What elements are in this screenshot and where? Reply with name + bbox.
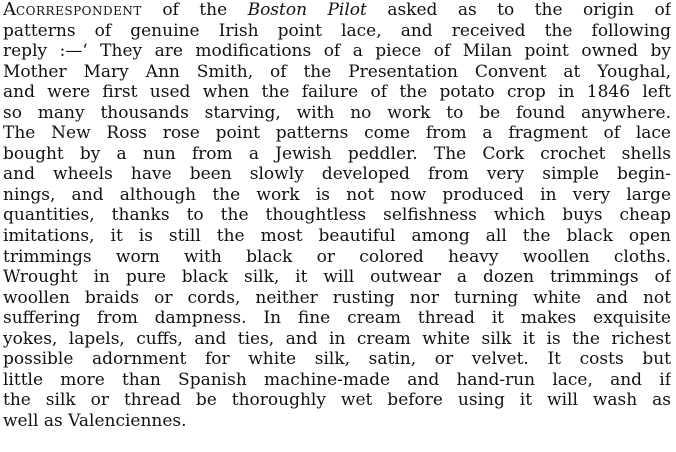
article-line-18: possible adornment for white silk, satin, or velvet. It costs but — [3, 349, 671, 370]
article-line-2: patterns of genuine Irish point lace, and received the following — [3, 20, 671, 41]
article-line-1 — [3, 0, 671, 21]
article-line-3: reply :—‘ They are modifications of a piece of Milan point owned by — [3, 41, 671, 62]
article-line-7: The New Ross rose point patterns come from a fragment of lace — [3, 123, 671, 144]
article-line-16: suffering from dampness. In fine cream thread it makes exquisite — [3, 308, 671, 329]
article-line-6: so many thousands starving, with no work to be found anywhere. — [3, 102, 671, 123]
opening-smallcaps: correspondent — [16, 0, 142, 20]
article-line-15: woollen braids or cords, neither rusting nor turning white and not — [3, 287, 671, 308]
article-line-4: Mother Mary Ann Smith, of the Presentation Convent at Youghal, — [3, 61, 671, 82]
article-line-17: yokes, lapels, cuffs, and ties, and in cream white silk it is the richest — [3, 328, 671, 349]
article-line-8: bought by a nun from a Jewish peddler. The Cork crochet shells — [3, 143, 671, 164]
article-line-14: Wrought in pure black silk, it will outwear a dozen trimmings of — [3, 267, 671, 288]
article-line-12: imitations, it is still the most beautiful among all the black open — [3, 226, 671, 247]
article-line-13: trimmings worn with black or colored heavy woollen cloths. — [3, 246, 671, 267]
article-line-10: nings, and although the work is not now produced in very large — [3, 184, 671, 205]
article-body — [3, 0, 671, 431]
opening-text-end: asked as to the origin of — [366, 0, 671, 20]
article-line-9: and wheels have been slowly developed from very simple begin- — [3, 164, 671, 185]
article-line-11: quantities, thanks to the thoughtless selfishness which buys cheap — [3, 205, 671, 226]
article-line-21: well as Valenciennes. — [3, 410, 187, 431]
opening-initial: A — [3, 0, 16, 20]
article-line-5: and were first used when the failure of the potato crop in 1846 left — [3, 82, 671, 103]
publication-title: Boston Pilot — [247, 0, 367, 20]
opening-text: of the — [141, 0, 248, 20]
article-line-20: the silk or thread be thoroughly wet before using it will wash as — [3, 390, 671, 411]
article-line-19: little more than Spanish machine-made and hand-run lace, and if — [3, 369, 671, 390]
